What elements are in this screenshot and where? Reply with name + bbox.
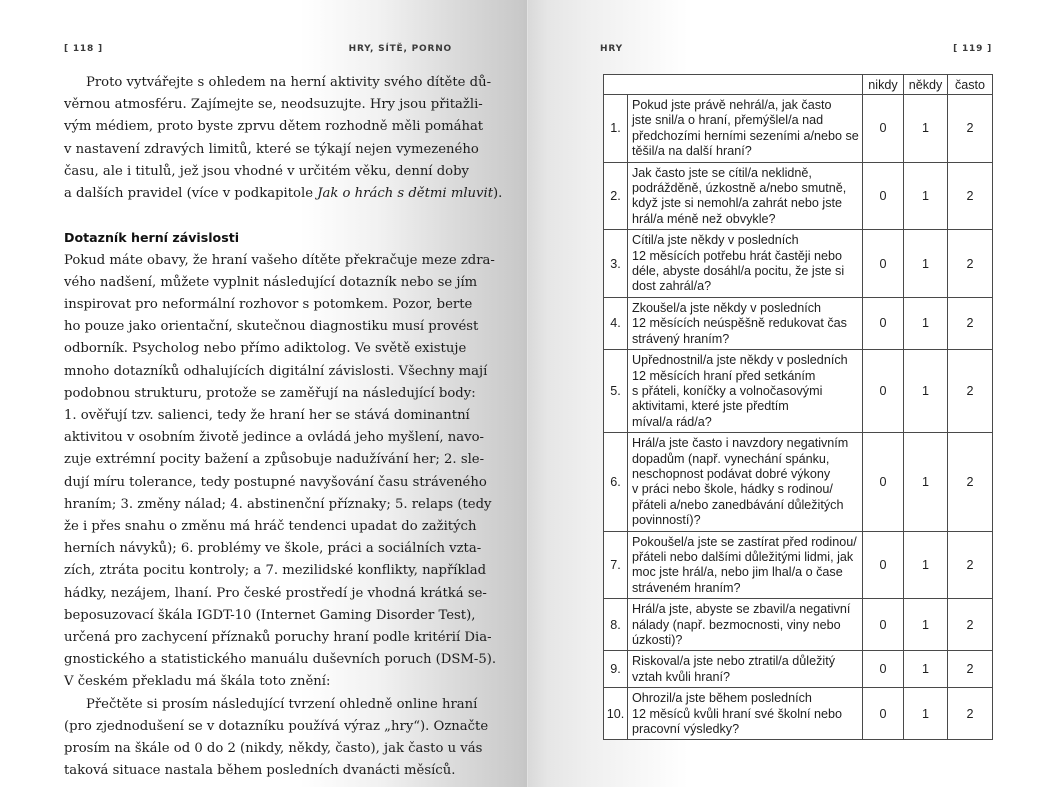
question-text-line: podrážděně, úzkostně a/nebo smutně,	[632, 181, 847, 196]
question-text-line: Zkoušel/a jste někdy v posledních	[632, 300, 822, 315]
text-line: (pro zjednodušení se v dotazníku používá výraz „hry“). Označte	[64, 718, 489, 734]
text-line: věrnou atmosféru. Zajímejte se, neodsuzujte. Hry jsou přitažli-	[64, 97, 483, 113]
table-row	[604, 95, 993, 163]
table-body	[604, 95, 993, 740]
question-text-line: Upřednostnil/a jste někdy v posledních	[632, 353, 848, 368]
score-sometimes[interactable]: 1	[904, 531, 948, 599]
question-text-line: jste snil/a o hraní, přemýšlel/a nad	[632, 113, 824, 128]
score-sometimes[interactable]: 1	[904, 95, 948, 163]
text-fragment: a dalších pravidel (více v podkapitole	[64, 186, 318, 202]
text-line: podobnou strukturu, protože se zaměřují na následující body:	[64, 385, 476, 401]
score-sometimes[interactable]: 1	[904, 297, 948, 349]
text-line: odborník. Psycholog nebo přímo adiktolog. Ve světě existuje	[64, 341, 467, 357]
text-line: 1. ověřují tzv. salienci, tedy že hraní her se stává dominantní	[64, 408, 470, 424]
question-number: 8.	[604, 599, 628, 651]
score-never[interactable]: 0	[863, 531, 904, 599]
question-text-line: 12 měsíců kvůli hraní své školní nebo	[632, 706, 843, 721]
question-text-line: přáteli a/nebo zanedbávání důležitých	[632, 497, 844, 512]
table-header-row	[604, 75, 993, 95]
question-text	[628, 433, 863, 531]
text-line: ho pouze jako orientační, skutečnou diagnostiku musí provést	[64, 319, 479, 335]
header-sometimes: někdy	[904, 75, 948, 95]
question-text-line: Pokud jste právě nehrál/a, jak často	[632, 98, 832, 112]
page-number-right: [ 119 ]	[953, 44, 992, 54]
text-line: Pokud máte obavy, že hraní vašeho dítěte překračuje meze zdra-	[64, 252, 495, 268]
text-line: herních návyků); 6. problémy ve škole, práci a sociálních vzta-	[64, 541, 482, 557]
score-never[interactable]: 0	[863, 162, 904, 230]
text-line: zích, ztráta pocitu kontroly; a 7. mezilidské konflikty, například	[64, 563, 487, 579]
score-often[interactable]: 2	[948, 350, 993, 433]
score-often[interactable]: 2	[948, 651, 993, 688]
score-sometimes[interactable]: 1	[904, 433, 948, 531]
question-text-line: déle, abyste dosáhl/a pocitu, že jste si	[632, 264, 845, 279]
question-number: 7.	[604, 531, 628, 599]
text-fragment: ).	[493, 186, 503, 202]
question-number: 3.	[604, 230, 628, 298]
question-number: 1.	[604, 95, 628, 163]
left-body-text	[64, 72, 503, 782]
question-text-line: 12 měsících neúspěšně redukovat čas	[632, 316, 847, 331]
question-text-line: pracovní výsledky?	[632, 722, 740, 737]
question-text	[628, 599, 863, 651]
question-text	[628, 651, 863, 688]
header-blank-cell	[604, 75, 863, 95]
subchapter-reference: Jak o hrách s dětmi mluvit	[317, 186, 493, 202]
question-text-line: nálady (např. bezmocnosti, viny nebo	[632, 617, 841, 632]
score-often[interactable]: 2	[948, 297, 993, 349]
table-row	[604, 350, 993, 433]
paragraph-questionnaire-intro	[64, 250, 497, 694]
score-never[interactable]: 0	[863, 230, 904, 298]
table-row	[604, 651, 993, 688]
score-often[interactable]: 2	[948, 531, 993, 599]
score-often[interactable]: 2	[948, 688, 993, 740]
question-number: 9.	[604, 651, 628, 688]
text-line: času, ale i titulů, jež jsou vhodné v určitém věku, denní doby	[64, 163, 469, 179]
question-text-line: Pokoušel/a jste se zastírat před rodinou/	[632, 534, 857, 549]
spacer	[64, 205, 454, 227]
question-text-line: těšil/a na další hraní?	[632, 144, 752, 159]
score-never[interactable]: 0	[863, 688, 904, 740]
header-often: často	[948, 75, 993, 95]
text-line: aktivitou v osobním životě jedince a ovládá jeho myšlení, navo-	[64, 430, 484, 446]
question-text-line: Hrál/a jste často i navzdory negativním	[632, 436, 849, 451]
paragraph-instructions	[64, 694, 489, 783]
text-line: hádky, nezájem, lhaní. Pro české prostředí je vhodná krátká se-	[64, 585, 487, 601]
question-text-line: Ohrozil/a jste během posledních	[632, 691, 812, 706]
paragraph-intro	[64, 72, 503, 205]
question-number: 10.	[604, 688, 628, 740]
text-line: dují míru tolerance, tedy postupné navyšování času stráveného	[64, 474, 487, 490]
text-line: v nastavení zdravých limitů, které se týkají nejen vymezeného	[64, 141, 479, 157]
header-never: nikdy	[863, 75, 904, 95]
question-text-line: dost zahrál/a?	[632, 279, 712, 294]
text-line: určená pro zachycení příznaků poruchy hraní podle kritérií Dia-	[64, 630, 492, 646]
running-title-left: HRY, SÍTĚ, PORNO	[348, 44, 452, 54]
text-line: Proto vytvářejte s ohledem na herní aktivity svého dítěte dů-	[86, 75, 492, 90]
score-sometimes[interactable]: 1	[904, 688, 948, 740]
text-line: V českém překladu má škála toto znění:	[64, 674, 331, 690]
text-line: gnostického a statistického manuálu duševních poruch (DSM-5).	[64, 652, 497, 668]
score-sometimes[interactable]: 1	[904, 651, 948, 688]
question-text-line: Hrál/a jste, abyste se zbavil/a negativní	[632, 602, 851, 617]
question-text-line: přáteli nebo dalšími důležitými lidmi, jak	[632, 549, 854, 564]
igdt-10-questionnaire-table	[603, 74, 993, 740]
question-text	[628, 230, 863, 298]
question-text-line: povinností)?	[632, 513, 701, 528]
score-often[interactable]: 2	[948, 162, 993, 230]
question-number: 2.	[604, 162, 628, 230]
page-number-left: [ 118 ]	[64, 44, 103, 54]
text-line: hraním; 3. změny nálad; 4. abstinenční příznaky; 5. relaps (tedy	[64, 496, 492, 512]
score-often[interactable]: 2	[948, 95, 993, 163]
text-line: vým médiem, proto byste zprvu dětem rozhodně měli pomáhat	[64, 119, 484, 135]
question-text-line: v práci nebo škole, hádky s rodinou/	[632, 482, 833, 497]
text-line: inspirovat pro neformální rozhovor s potomkem. Pozor, berte	[64, 297, 473, 313]
running-title-right: HRY	[600, 44, 623, 54]
table-row	[604, 688, 993, 740]
table-row	[604, 230, 993, 298]
question-text-line: s přáteli, koníčky a volnočasovými	[632, 383, 823, 398]
question-text-line: hrál/a méně než obvykle?	[632, 211, 776, 226]
text-line: vého nadšení, můžete vyplnit následující dotazník nebo se jím	[64, 274, 478, 290]
question-text-line: Jak často jste se cítil/a neklidně,	[632, 165, 812, 180]
question-text-line: Riskoval/a jste nebo ztratil/a důležitý	[632, 654, 835, 669]
table-row	[604, 599, 993, 651]
question-text-line: moc jste hrál/a, nebo jim lhal/a o čase	[632, 565, 843, 580]
question-text	[628, 531, 863, 599]
question-text-line: míval/a rád/a?	[632, 414, 712, 429]
question-number: 4.	[604, 297, 628, 349]
score-sometimes[interactable]: 1	[904, 230, 948, 298]
table-row	[604, 297, 993, 349]
question-text	[628, 162, 863, 230]
text-line	[64, 183, 503, 205]
question-text-line: neschopnost podávat dobré výkony	[632, 466, 831, 481]
right-page	[528, 0, 1058, 787]
question-text-line: úzkosti)?	[632, 633, 683, 647]
score-never[interactable]: 0	[863, 297, 904, 349]
text-line: mnoho dotazníků odhalujících digitální závislosti. Všechny mají	[64, 363, 488, 379]
question-text	[628, 688, 863, 740]
left-page	[0, 0, 528, 787]
question-text-line: stráveném hraním?	[632, 580, 741, 595]
score-never[interactable]: 0	[863, 599, 904, 651]
score-never[interactable]: 0	[863, 433, 904, 531]
question-number: 6.	[604, 433, 628, 531]
question-text	[628, 95, 863, 163]
question-text-line: vztah kvůli hraní?	[632, 669, 731, 684]
score-often[interactable]: 2	[948, 433, 993, 531]
question-number: 5.	[604, 350, 628, 433]
score-sometimes[interactable]: 1	[904, 350, 948, 433]
score-never[interactable]: 0	[863, 95, 904, 163]
score-sometimes[interactable]: 1	[904, 599, 948, 651]
question-text	[628, 297, 863, 349]
score-often[interactable]: 2	[948, 230, 993, 298]
score-sometimes[interactable]: 1	[904, 162, 948, 230]
question-text-line: Cítil/a jste někdy v posledních	[632, 233, 799, 248]
text-line: prosím na škále od 0 do 2 (nikdy, někdy, často), jak často u vás	[64, 741, 483, 757]
text-line: taková situace nastala během posledních dvanácti měsíců.	[64, 763, 456, 779]
section-heading: Dotazník herní závislosti	[64, 230, 240, 246]
question-text-line: dopadům (např. vynechání spánku,	[632, 451, 830, 466]
question-text-line: aktivitami, které jste předtím	[632, 399, 789, 414]
question-text-line: strávený hraním?	[632, 331, 730, 346]
score-often[interactable]: 2	[948, 599, 993, 651]
question-text	[628, 350, 863, 433]
question-text-line: když jste si nemohl/a zahrát nebo jste	[632, 196, 843, 211]
score-never[interactable]: 0	[863, 350, 904, 433]
text-line: že i přes snahu o změnu má hráč tendenci upadat do zažitých	[64, 519, 477, 535]
text-line: zuje extrémní pocity bažení a způsobuje nadužívání her; 2. sle-	[64, 452, 485, 468]
score-never[interactable]: 0	[863, 651, 904, 688]
question-text-line: 12 měsících hraní před setkáním	[632, 368, 816, 383]
table-row	[604, 162, 993, 230]
text-line: beposuzovací škála IGDT-10 (Internet Gaming Disorder Test),	[64, 607, 476, 623]
question-text-line: předchozími herními sezeními a/nebo se	[632, 128, 859, 143]
question-text-line: 12 měsících potřebu hrát častěji nebo	[632, 248, 843, 263]
text-line: Přečtěte si prosím následující tvrzení ohledně online hraní	[86, 696, 478, 712]
table-row	[604, 433, 993, 531]
table-row	[604, 531, 993, 599]
